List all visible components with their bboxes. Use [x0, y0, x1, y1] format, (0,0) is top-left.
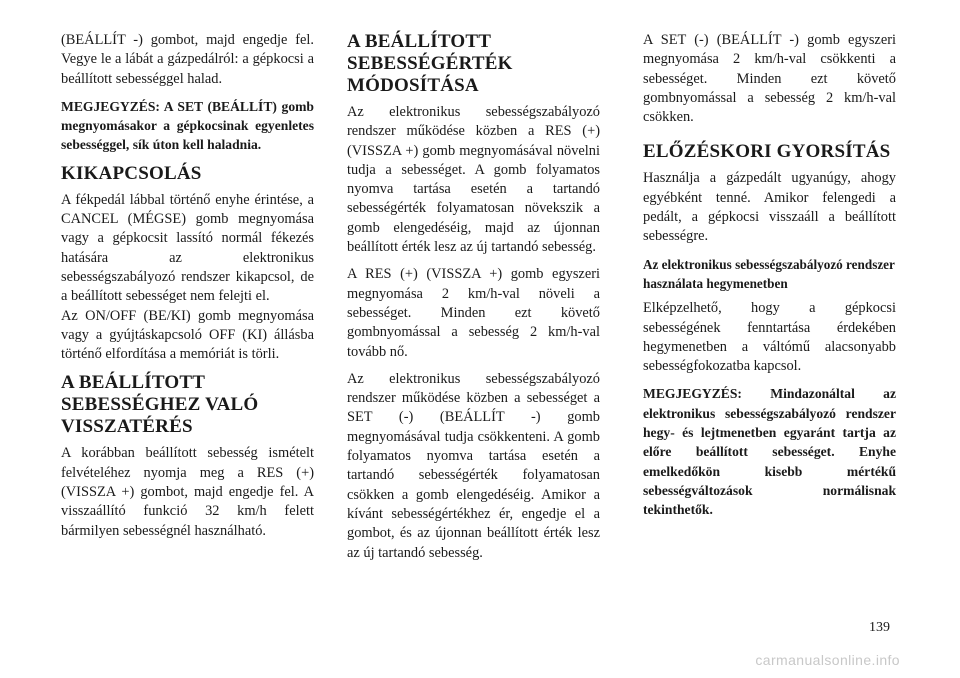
heading-gyorsitas: ELŐZÉSKORI GYORSÍTÁS — [643, 141, 891, 163]
paragraph-hegymenet: Elképzelhető, hogy a gépkocsi sebességének fenntartása érdekében hegymenetben a váltómű alacsonyabb sebességfokozatba kapcsol. — [643, 300, 896, 375]
heading-visszateres: A BEÁLLÍTOTT SEBESSÉGHEZ VALÓ VISSZATÉRÉS — [61, 372, 259, 438]
paragraph-modositas-3: Az elektronikus sebességszabályozó rendszer működése közben a sebességet a SET (-) (BEÁLLÍT -) gomb megnyomásával tudja csökkenteni. A gomb folyamatos nyomva tartása esetén a tartandó sebességérték folyamatosan csökken a gomb elengedéséig. Amikor a kívánt sebességértékhez ér, engedje el a gombot, és az újonnan beállított érték lesz az új tartandó sebesség. — [347, 370, 600, 561]
paragraph-kikapcsolas-2: Az ON/OFF (BE/KI) gomb megnyomása vagy a gyújtáskapcsoló OFF (KI) állásba történő elfordítása a memóriát is törli. — [61, 307, 314, 363]
watermark: carmanualsonline.info — [755, 652, 900, 668]
note-set-button: MEGJEGYZÉS: A SET (BEÁLLÍT) gomb megnyomásakor a gépkocsinak egyenletes sebességgel, sík úton kell haladnia. — [61, 98, 314, 153]
note-hegymenet: MEGJEGYZÉS: Mindazonáltal az elektronikus sebességszabályozó rendszer hegy- és lejtmenetben egyaránt tartja az előre beállított sebességet. Enyhe emelkedőkön kisebb mértékű sebességváltozások normálisnak tekinthetők. — [643, 386, 896, 518]
column-left — [61, 31, 314, 549]
paragraph-kikapcsolas-1: A fékpedál lábbal történő enyhe érintése, a CANCEL (MÉGSE) gomb megnyomása vagy a gépkocsit lassító normál fékezés hatására az elektronikus sebességszabályozó rendszer kikapcsol, de a beállított sebességet nem felejti el. — [61, 191, 314, 305]
heading-modositas: A BEÁLLÍTOTT SEBESSÉGÉRTÉK MÓDOSÍTÁSA — [347, 31, 513, 96]
page-number: 139 — [869, 620, 890, 635]
column-middle — [347, 31, 600, 571]
paragraph-visszateres: A korábban beállított sebesség ismételt felvételéhez nyomja meg a RES (+) (VISSZA +) gombot, majd engedje fel. A visszaállító funkció 32 km/h felett bármilyen sebességnél használható. — [61, 445, 314, 539]
paragraph-modositas-2: A RES (+) (VISSZA +) gomb egyszeri megnyomása 2 km/h-val növeli a sebességet. Minden ezt követő gombnyomással a sebesség 2 km/h-val tovább nő. — [347, 266, 600, 360]
heading-kikapcsolas: KIKAPCSOLÁS — [61, 162, 202, 184]
paragraph-set-decrease: A SET (-) (BEÁLLÍT -) gomb egyszeri megnyomása 2 km/h-val csökkenti a sebességet. Minden ezt követő gombnyomással a sebesség 2 km/h-val csökken. — [643, 32, 896, 126]
paragraph-gyorsitas: Használja a gázpedált ugyanúgy, ahogy egyébként tenné. Amikor felengedi a pedált, a gépkocsi visszaáll a beállított sebességre. — [643, 170, 896, 245]
intro-paragraph: (BEÁLLÍT -) gombot, majd engedje fel. Vegye le a lábát a gázpedálról: a gépkocsi a beállított sebességgel halad. — [61, 32, 314, 87]
subheading-hegymenet: Az elektronikus sebességszabályozó rendszer használata hegymenetben — [643, 256, 895, 291]
paragraph-modositas-1: Az elektronikus sebességszabályozó rendszer működése közben a RES (+) (VISSZA +) gomb megnyomásával növelni tudja a sebességet. A gomb folyamatos nyomva tartása esetén a tartandó sebességérték folyamatosan növekszik a gomb elengedéséig, majd az újonnan beállított érték lesz az új tartandó sebesség. — [347, 104, 600, 256]
column-right — [643, 31, 896, 528]
